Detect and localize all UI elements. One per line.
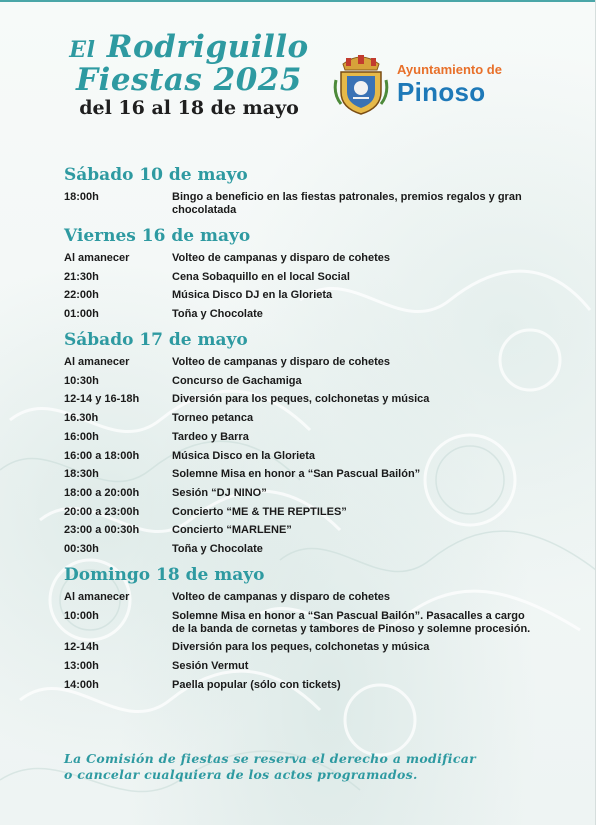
event-row <box>64 543 534 556</box>
disclaimer-line-1: La Comisión de fiestas se reserva el derecho a modificar <box>64 751 477 766</box>
disclaimer-note <box>64 751 534 783</box>
event-time: 22:00h <box>64 289 99 302</box>
day-heading: Viernes 16 de mayo <box>64 226 251 246</box>
day-block <box>64 164 534 217</box>
event-description: Toña y Chocolate <box>172 542 263 555</box>
event-row <box>64 375 534 388</box>
event-description: Volteo de campanas y disparo de cohetes <box>172 252 391 264</box>
event-row <box>64 356 534 369</box>
page-edge <box>595 0 603 825</box>
event-row <box>64 641 534 654</box>
event-description: Tardeo y Barra <box>172 430 249 443</box>
event-time: 12-14h <box>64 641 99 654</box>
organization-logo <box>397 62 502 108</box>
event-time: 13:00h <box>64 660 99 672</box>
event-row <box>64 308 534 321</box>
event-row <box>64 431 534 444</box>
event-row <box>64 393 534 406</box>
event-description: Concierto “ME & THE REPTILES” <box>172 505 347 518</box>
title-name: Rodriguillo <box>106 29 309 65</box>
event-description: Concurso de Gachamiga <box>172 374 302 387</box>
event-dates: del 16 al 18 de mayo <box>79 97 299 119</box>
day-heading: Sábado 10 de mayo <box>64 165 248 185</box>
event-description: Diversión para los peques, colchonetas y música <box>172 393 430 406</box>
title-line-1 <box>64 29 314 65</box>
day-block <box>64 225 534 321</box>
event-row <box>64 450 534 463</box>
town-crest-icon <box>333 50 389 116</box>
event-description: Diversión para los peques, colchonetas y música <box>172 641 430 654</box>
day-heading: Sábado 17 de mayo <box>64 330 248 351</box>
event-description: Sesión “DJ NINO” <box>172 486 267 499</box>
schedule <box>64 164 534 700</box>
event-title <box>64 29 314 119</box>
event-time: 10:00h <box>64 609 99 622</box>
top-accent-line <box>0 0 596 2</box>
event-description: Toña y Chocolate <box>172 308 263 321</box>
organization-name: Pinoso <box>397 77 486 107</box>
event-time: 14:00h <box>64 678 99 691</box>
organization-sub: Ayuntamiento de <box>397 62 502 77</box>
event-description: Música Disco en la Glorieta <box>172 449 316 462</box>
event-description: Bingo a beneficio en las fiestas patronales, premios regalos y gran chocolatada <box>172 191 522 216</box>
day-block <box>64 329 534 556</box>
event-row <box>64 289 534 302</box>
event-row <box>64 191 534 217</box>
day-heading: Domingo 18 de mayo <box>64 564 265 585</box>
event-time: 10:30h <box>64 374 99 387</box>
event-row <box>64 271 534 284</box>
event-description: Concierto “MARLENE” <box>172 524 292 537</box>
event-time: 00:30h <box>64 542 99 555</box>
event-row <box>64 591 534 604</box>
disclaimer-line-2: o cancelar cualquiera de los actos programados. <box>64 767 418 782</box>
event-row <box>64 610 534 636</box>
event-time: 18:00h <box>64 191 99 203</box>
event-description: Solemne Misa en honor a “San Pascual Bailón” <box>172 468 421 481</box>
event-description: Torneo petanca <box>172 412 254 425</box>
event-description: Volteo de campanas y disparo de cohetes <box>172 356 391 369</box>
event-time: 23:00 a 00:30h <box>64 524 140 537</box>
day-block <box>64 564 534 692</box>
event-time: Al amanecer <box>64 252 130 264</box>
event-time: 18:30h <box>64 468 99 481</box>
event-time: 16:00h <box>64 430 99 443</box>
title-prefix: El <box>69 37 96 63</box>
event-time: 12-14 y 16-18h <box>64 393 140 406</box>
event-description: Sesión Vermut <box>172 660 249 672</box>
event-row <box>64 679 534 692</box>
event-row <box>64 412 534 425</box>
event-row <box>64 506 534 519</box>
event-row <box>64 252 534 265</box>
event-time: 21:30h <box>64 270 99 283</box>
event-row <box>64 487 534 500</box>
event-time: 18:00 a 20:00h <box>64 486 140 499</box>
event-time: 16:00 a 18:00h <box>64 449 140 462</box>
event-row <box>64 468 534 481</box>
title-line-2: Fiestas 2025 <box>76 62 302 98</box>
event-time: 01:00h <box>64 308 99 321</box>
event-description: Cena Sobaquillo en el local Social <box>172 270 350 283</box>
event-description: Solemne Misa en honor a “San Pascual Bailón”. Pasacalles a cargo de la banda de cornetas y tambores de Pinoso y solemne procesión. <box>172 609 531 635</box>
event-description: Volteo de campanas y disparo de cohetes <box>172 590 391 603</box>
event-time: 16.30h <box>64 412 99 425</box>
event-time: Al amanecer <box>64 590 130 603</box>
event-description: Paella popular (sólo con tickets) <box>172 678 341 691</box>
event-row <box>64 660 534 673</box>
event-time: 20:00 a 23:00h <box>64 505 140 518</box>
event-row <box>64 524 534 537</box>
event-description: Música Disco DJ en la Glorieta <box>172 289 333 302</box>
event-time: Al amanecer <box>64 356 130 369</box>
